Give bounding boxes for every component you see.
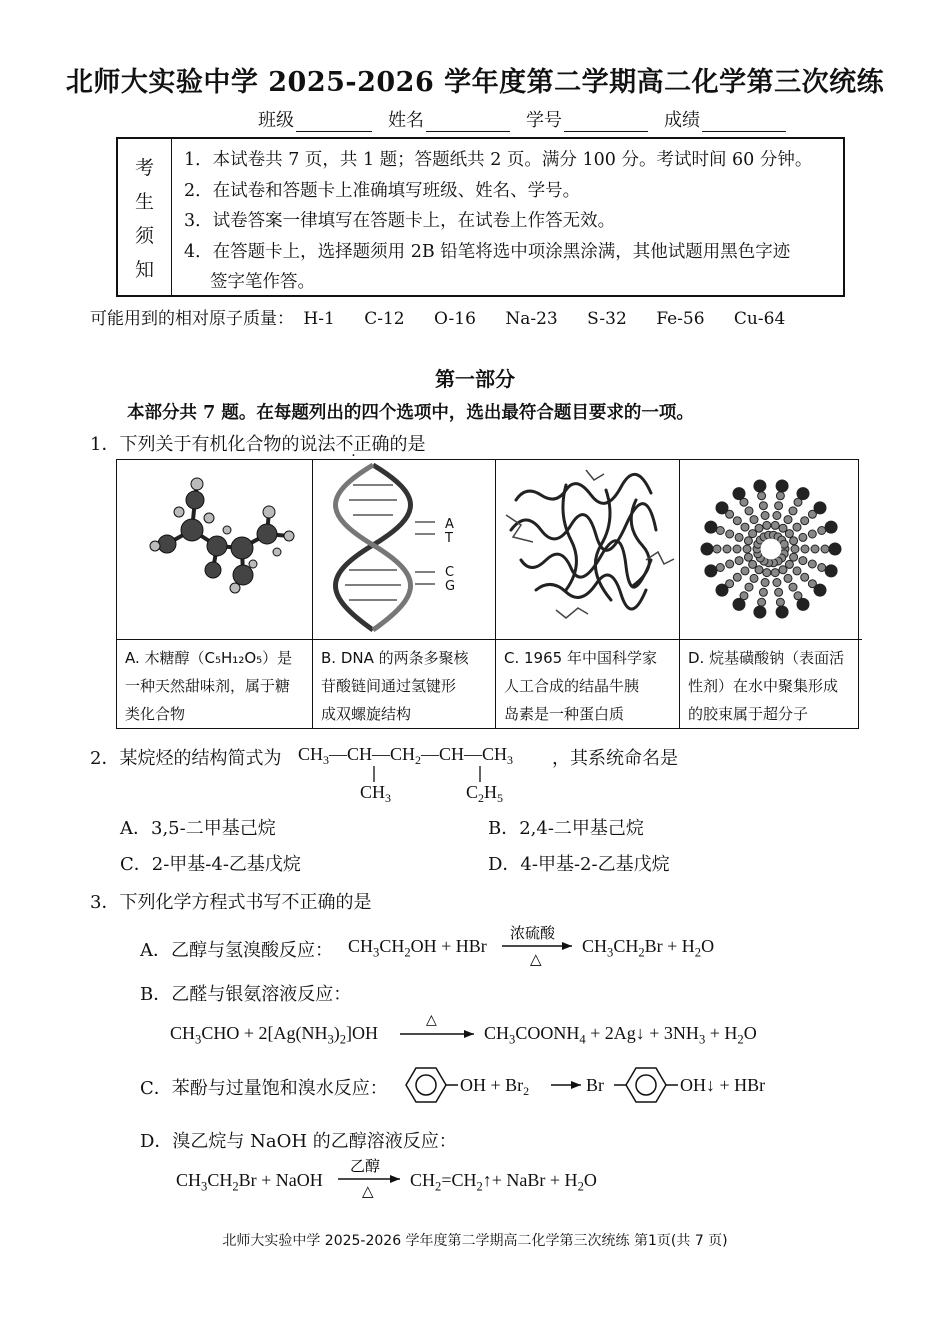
q3-option-a-label[interactable]: A．乙醇与氢溴酸反应： — [140, 940, 333, 961]
q1-option-c-line: 人工合成的结晶牛胰 — [504, 677, 640, 695]
q1-option-b-line: B. DNA 的两条多聚核 — [321, 649, 469, 667]
q3-b-arrow — [398, 1012, 480, 1042]
notice-item: 签字笔作答。 — [210, 272, 315, 292]
micelle-icon — [680, 460, 862, 638]
q1-option-a-line: A. 木糖醇（C₅H₁₂O₅）是 — [125, 649, 293, 667]
q1-stem-post: 确的是 — [371, 434, 426, 455]
score-field[interactable] — [664, 106, 786, 132]
q3-d-arrow — [336, 1156, 406, 1202]
q1-option-table — [116, 459, 859, 729]
student-info-line — [258, 106, 802, 132]
class-field[interactable] — [258, 106, 372, 132]
q2-option-b[interactable]: B．2,4-二甲基己烷 — [488, 818, 644, 839]
svg-text:OH↓ + HBr: OH↓ + HBr — [680, 1075, 766, 1095]
svg-text:CH3: $CH_3$ — [360, 782, 392, 805]
q1-option-b-line: 苷酸链间通过氢键形 — [321, 677, 457, 695]
svg-text:C2H5: $C_2H_5$ — [466, 782, 504, 805]
atomic-masses — [90, 304, 809, 329]
notice-items — [184, 145, 835, 298]
q3-option-c-label[interactable]: C．苯酚与过量饱和溴水反应： — [140, 1078, 388, 1099]
q1-option-d[interactable] — [680, 640, 862, 728]
q1-image-c — [496, 460, 680, 640]
atomic-mass: H-1 — [303, 309, 335, 329]
q3-d-condition-top: 乙醇 — [350, 1157, 381, 1175]
insulin-protein-icon — [496, 460, 678, 638]
q3-option-b-label[interactable]: B．乙醛与银氨溶液反应： — [140, 984, 352, 1005]
q3-option-a-rhs: $CH_3CH_2Br + H_2O$ — [582, 936, 715, 960]
name-blank[interactable] — [426, 111, 510, 132]
q3-b-condition-top: △ — [426, 1012, 437, 1028]
q1-option-a[interactable] — [117, 640, 313, 728]
q3-option-b-lhs: $CH_3CHO + 2[Ag(NH_3)_2]OH$ — [170, 1023, 379, 1047]
q2-option-c[interactable]: C．2-甲基-4-乙基戊烷 — [120, 854, 301, 875]
q1-image-b — [313, 460, 496, 640]
page-footer: 北师大实验中学 2025-2026 学年度第二学期高二化学第三次统练 第1页(共 7 页) — [222, 1233, 728, 1249]
name-label: 姓名 — [388, 110, 424, 131]
notice-char: 须 — [134, 224, 154, 247]
notice-item: 3．试卷答案一律填写在答题卡上，在试卷上作答无效。 — [184, 211, 616, 231]
notice-side-label — [118, 139, 172, 295]
q3-d-condition-bottom: △ — [362, 1182, 374, 1200]
atomic-mass: Fe-56 — [656, 309, 705, 329]
xylitol-molecule-icon — [117, 460, 311, 638]
atomic-mass: Cu-64 — [733, 309, 786, 329]
q1-image-a — [117, 460, 313, 640]
q1-option-c-line: 岛素是一种蛋白质 — [504, 705, 625, 723]
q3-option-d-lhs: $CH_3CH_2Br$ + NaOH — [176, 1170, 323, 1194]
q2-option-d[interactable]: D．4-甲基-2-乙基戊烷 — [488, 854, 670, 875]
svg-text:Br: Br — [586, 1075, 604, 1095]
atomic-mass: O-16 — [434, 309, 476, 329]
notice-char: 生 — [134, 190, 154, 213]
notice-item: 1．本试卷共 7 页，共 1 题；答题纸共 2 页。满分 100 分。考试时间 60 分钟。 — [184, 150, 813, 170]
name-field[interactable] — [388, 106, 510, 132]
q3-stem-pre: 3．下列化学方程式书写 — [90, 892, 282, 913]
q3-option-b-rhs: $CH_3COONH_4$ + 2Ag↓ + $3NH_3 + H_2O$ — [484, 1023, 757, 1047]
atomic-mass: S-32 — [587, 309, 627, 329]
notice-item: 4．在答题卡上，选择题须用 2B 铅笔将选中项涂黑涂满，其他试题用黑色字迹 — [184, 241, 791, 262]
q3-stem — [90, 888, 371, 914]
q1-option-c[interactable] — [496, 640, 680, 728]
dna-label-g: G — [445, 579, 456, 594]
q2-structural-formula — [298, 738, 558, 808]
dna-label-a: A — [445, 517, 454, 532]
q1-stem-emphasis: 不正 — [335, 434, 372, 455]
q1-option-a-line: 一种天然甜味剂，属于糖 — [125, 677, 291, 695]
q2-option-a[interactable]: A．3,5-二甲基己烷 — [120, 818, 276, 839]
q1-option-b-line: 成双螺旋结构 — [321, 705, 412, 723]
part1-desc: 本部分共 7 题。在每题列出的四个选项中，选出最符合题目要求的一项。 — [127, 403, 694, 423]
q1-option-a-line: 类化合物 — [125, 705, 186, 723]
q1-stem — [90, 430, 425, 456]
q2-stem-pre: 2．某烷烃的结构简式为 — [90, 748, 282, 769]
q3-a-condition-top: 浓硫酸 — [510, 924, 556, 942]
q1-stem-pre: 1．下列关于有机化合物的说法 — [90, 434, 336, 455]
q3-stem-post: 正确的是 — [299, 892, 372, 913]
notice-char: 考 — [134, 156, 154, 179]
q2-stem — [90, 744, 281, 770]
class-blank[interactable] — [296, 111, 372, 132]
q1-image-d — [680, 460, 862, 640]
page-title: 北师大实验中学 2025-2026 学年度第二学期高二化学第三次统练 — [65, 67, 885, 98]
q3-option-d-rhs: $CH_2=CH_2↑+$ NaBr + $H_2O$ — [410, 1170, 597, 1194]
part1-title: 第一部分 — [435, 367, 515, 391]
score-label: 成绩 — [664, 110, 700, 131]
student-id-blank[interactable] — [564, 111, 648, 132]
class-label: 班级 — [258, 110, 294, 131]
svg-text:OH + Br2: OH + $Br_2$ — [460, 1075, 530, 1098]
q1-option-d-line: 性剂）在水中聚集形成 — [688, 677, 839, 695]
atomic-mass: C-12 — [364, 309, 405, 329]
q3-a-arrow — [500, 922, 578, 970]
atomic-mass: Na-23 — [505, 309, 558, 329]
svg-text:CH3—CH—CH2—CH—CH3: $CH_3—CH—CH_2—CH—CH_3$ — [298, 744, 514, 767]
dna-label-c: C — [445, 565, 455, 580]
notice-item: 2．在试卷和答题卡上准确填写班级、姓名、学号。 — [184, 180, 581, 201]
student-id-field[interactable] — [526, 106, 648, 132]
q2-stem-post: ，其系统命名是 — [552, 748, 678, 769]
q3-option-c-equation — [396, 1060, 781, 1110]
q1-option-d-line: D. 烷基磺酸钠（表面活 — [688, 649, 845, 667]
dna-label-t: T — [445, 531, 453, 546]
q3-option-d-label[interactable]: D．溴乙烷与 NaOH 的乙醇溶液反应： — [140, 1131, 457, 1152]
exam-notice-box — [116, 137, 845, 297]
dna-double-helix-icon — [313, 460, 494, 638]
student-id-label: 学号 — [526, 110, 562, 131]
q3-option-a-lhs: $CH_3CH_2OH$ + HBr — [348, 936, 487, 960]
notice-char: 知 — [134, 258, 154, 281]
q1-option-b[interactable] — [313, 640, 496, 728]
q3-stem-emphasis: 不 — [281, 892, 300, 913]
q3-a-condition-bottom: △ — [530, 950, 542, 968]
q1-option-d-line: 的胶束属于超分子 — [688, 705, 809, 723]
score-blank[interactable] — [702, 111, 786, 132]
q1-option-c-line: C. 1965 年中国科学家 — [504, 649, 657, 667]
atomic-masses-label: 可能用到的相对原子质量： — [90, 309, 294, 329]
